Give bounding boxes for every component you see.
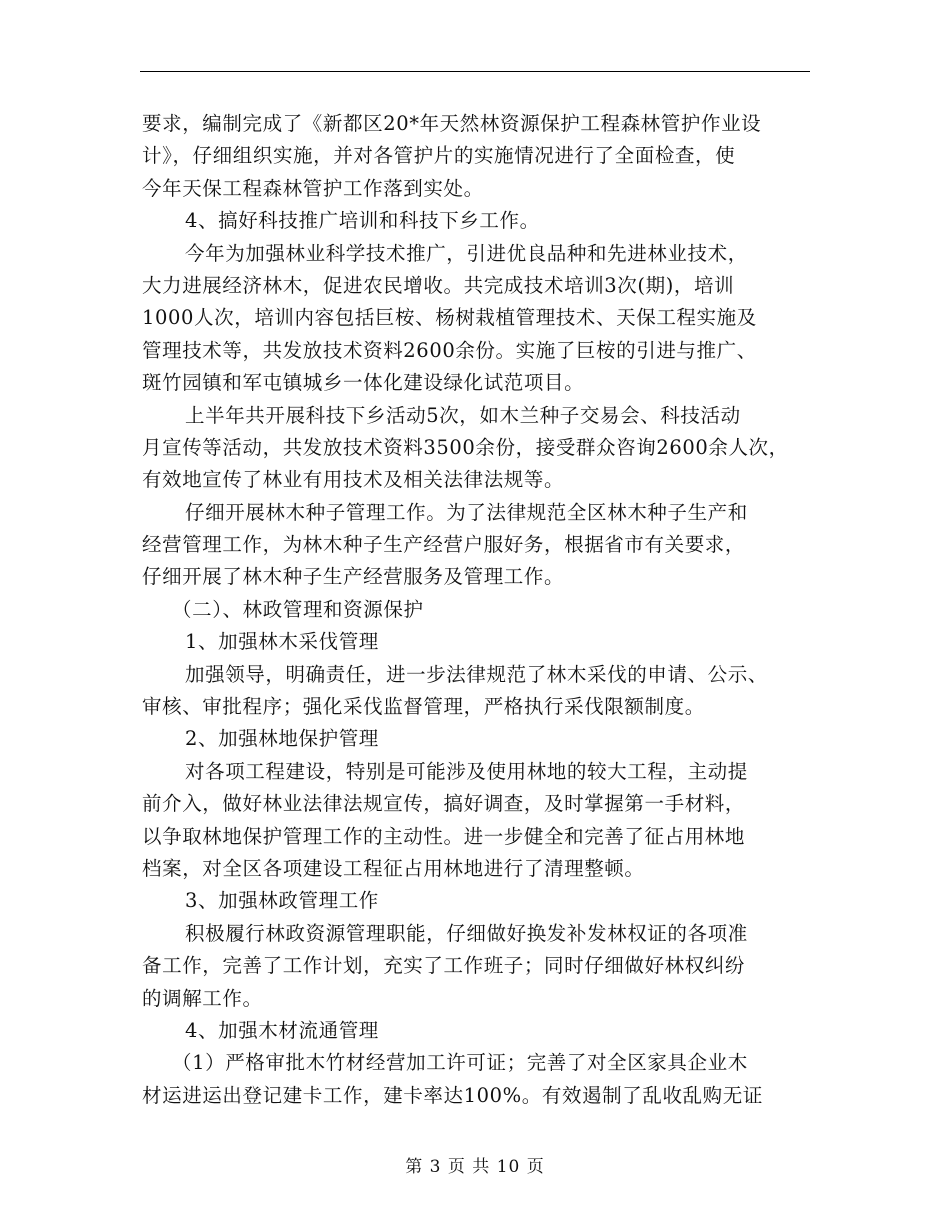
- text-line: 1、加强林木采伐管理: [185, 630, 379, 654]
- text-line: 材运进运出登记建卡工作，建卡率达100%。有效遏制了乱收乱购无证: [142, 1083, 763, 1107]
- text-line: 2、加强林地保护管理: [185, 727, 379, 751]
- text-line: 以争取林地保护管理工作的主动性。进一步健全和完善了征占用林地: [142, 824, 746, 848]
- text-line: 积极履行林政资源管理职能，仔细做好换发补发林权证的各项准: [185, 921, 748, 945]
- text-line: （1）严格审批木竹材经营加工许可证；完善了对全区家具企业木: [172, 1051, 748, 1075]
- text-line: 仔细开展了林木种子生产经营服务及管理工作。: [142, 565, 565, 589]
- text-line: （二）、林政管理和资源保护: [172, 597, 424, 621]
- text-line: 档案，对全区各项建设工程征占用林地进行了清理整顿。: [142, 856, 645, 880]
- text-line: 有效地宣传了林业有用技术及相关法律法规等。: [142, 468, 565, 492]
- text-line: 仔细开展林木种子管理工作。为了法律规范全区林木种子生产和: [185, 500, 748, 524]
- text-line: 的调解工作。: [142, 986, 263, 1010]
- text-line: 加强领导，明确责任，进一步法律规范了林木采伐的申请、公示、: [185, 662, 768, 686]
- text-line: 前介入，做好林业法律法规宣传，搞好调查，及时掌握第一手材料，: [142, 792, 746, 816]
- text-line: 计》，仔细组织实施，并对各管护片的实施情况进行了全面检查，使: [142, 144, 736, 168]
- text-line: 上半年共开展科技下乡活动5次，如木兰种子交易会、科技活动: [185, 403, 741, 427]
- text-line: 审核、审批程序；强化采伐监督管理，严格执行采伐限额制度。: [142, 695, 705, 719]
- text-line: 4、搞好科技推广培训和科技下乡工作。: [185, 209, 540, 233]
- header-rule: [140, 71, 810, 72]
- page-footer: 第 3 页 共 10 页: [405, 1157, 545, 1177]
- text-line: 今年为加强林业科学技术推广，引进优良品种和先进林业技术，: [185, 241, 748, 265]
- text-line: 3、加强林政管理工作: [185, 889, 379, 913]
- text-line: 斑竹园镇和军屯镇城乡一体化建设绿化试范项目。: [142, 371, 585, 395]
- text-line: 对各项工程建设，特别是可能涉及使用林地的较大工程，主动提: [185, 759, 748, 783]
- text-line: 备工作，完善了工作计划，充实了工作班子；同时仔细做好林权纠纷: [142, 954, 746, 978]
- text-line: 管理技术等，共发放技术资料2600余份。实施了巨桉的引进与推广、: [142, 338, 757, 362]
- text-line: 月宣传等活动，共发放技术资料3500余份，接受群众咨询2600余人次，: [142, 435, 789, 459]
- text-line: 今年天保工程森林管护工作落到实处。: [142, 176, 484, 200]
- text-line: 4、加强木材流通管理: [185, 1018, 379, 1042]
- text-line: 大力进展经济林木，促进农民增收。共完成技术培训3次(期)，培训: [142, 273, 735, 297]
- text-line: 1000人次，培训内容包括巨桉、杨树栽植管理技术、天保工程实施及: [142, 306, 757, 330]
- text-line: 经营管理工作，为林木种子生产经营户服好务，根据省市有关要求，: [142, 533, 746, 557]
- text-line: 要求，编制完成了《新都区20*年天然林资源保护工程森林管护作业设: [142, 112, 762, 135]
- document-body: [142, 108, 842, 1112]
